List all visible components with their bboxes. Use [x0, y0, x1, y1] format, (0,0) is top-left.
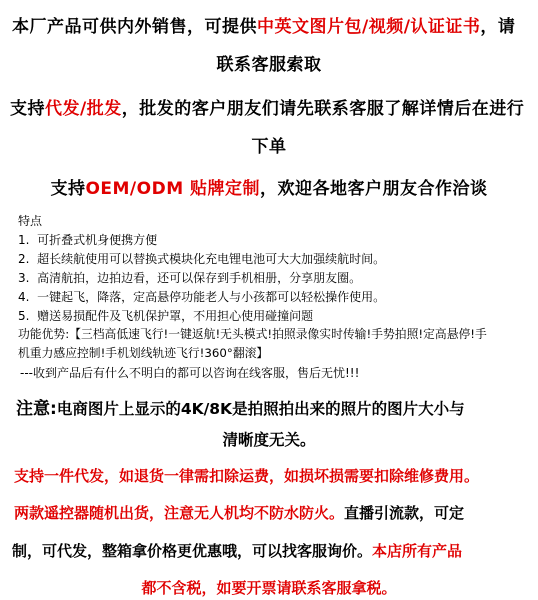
oem-line [0, 174, 538, 199]
intro-line-1 [12, 12, 515, 37]
policy-highlight: 两款遥控器随机出货，注意无人机均不防水防火。 [14, 504, 345, 522]
policy-highlight: 本店所有产品 [372, 542, 463, 560]
feature-item: 4. 一键起飞，降落，定高悬停功能老人与小孩都可以轻松操作使用。 [18, 290, 386, 304]
policy-text: 制，可代发，整箱拿价格更优惠哦，可以找客服询价。 [12, 542, 373, 560]
order-line: 下单 [251, 137, 287, 157]
oem-highlight: OEM/ODM 贴牌定制 [85, 179, 261, 199]
function-line-2: 机重力感应控制!手机划线轨迹飞行!360°翻滚】 [18, 346, 269, 360]
after-sales-note: ---收到产品后有什么不明白的都可以咨询在线客服，售后无忧!!! [20, 366, 360, 380]
policy-line-2 [14, 502, 464, 523]
feature-text: 赠送易损配件及飞机保护罩，不用担心使用碰撞问题 [37, 309, 314, 323]
feature-text: 超长续航使用可以替换式模块化充电锂电池可大大加强续航时间。 [37, 252, 386, 266]
feature-text: 高清航拍，边拍边看，还可以保存到手机相册，分享朋友圈。 [37, 271, 362, 285]
policy-line-4: 都不含税，如要开票请联系客服拿税。 [141, 579, 397, 597]
intro-text: 本厂产品可供内外销售，可提供 [12, 17, 257, 37]
oem-text-end: ，欢迎各地客户朋友合作洽谈 [260, 179, 488, 199]
wholesale-text-end: ，批发的客户朋友们请先联系客服了解详情后在进行 [121, 99, 525, 119]
wholesale-line [10, 94, 524, 119]
feature-item: 2. 超长续航使用可以替换式模块化充电锂电池可大大加强续航时间。 [18, 252, 386, 266]
notice-line-2: 清晰度无关。 [222, 431, 316, 449]
feature-item: 5. 赠送易损配件及飞机保护罩，不用担心使用碰撞问题 [18, 309, 314, 323]
feature-text: 一键起飞，降落，定高悬停功能老人与小孩都可以轻松操作使用。 [37, 290, 386, 304]
policy-line-3 [12, 540, 462, 561]
intro-line-2: 联系客服索取 [216, 55, 322, 75]
notice-lead: 注意: [16, 399, 57, 419]
policy-text: 直播引流款，可定 [344, 504, 465, 522]
feature-text: 可折叠式机身便携方便 [37, 233, 158, 247]
notice-text: 电商图片上显示的4K/8K是拍照拍出来的照片的图片大小与 [56, 400, 465, 418]
feature-item: 1. 可折叠式机身便携方便 [18, 233, 158, 247]
feature-item: 3. 高清航拍，边拍边看，还可以保存到手机相册，分享朋友圈。 [18, 271, 362, 285]
features-title: 特点 [18, 214, 43, 228]
intro-text-end: ，请 [480, 17, 516, 37]
intro-highlight: 中英文图片包/视频/认证证书 [257, 17, 481, 37]
notice-line-1 [16, 394, 465, 419]
function-line-1: 功能优势:【三档高低速飞行!一键返航!无头模式!拍照录像实时传输!手势拍照!定高悬停!手 [18, 327, 487, 341]
wholesale-highlight: 代发/批发 [45, 99, 122, 119]
policy-line-1: 支持一件代发，如退货一律需扣除运费，如损坏损需要扣除维修费用。 [14, 467, 480, 485]
oem-text: 支持 [50, 179, 86, 199]
wholesale-text: 支持 [10, 99, 45, 119]
